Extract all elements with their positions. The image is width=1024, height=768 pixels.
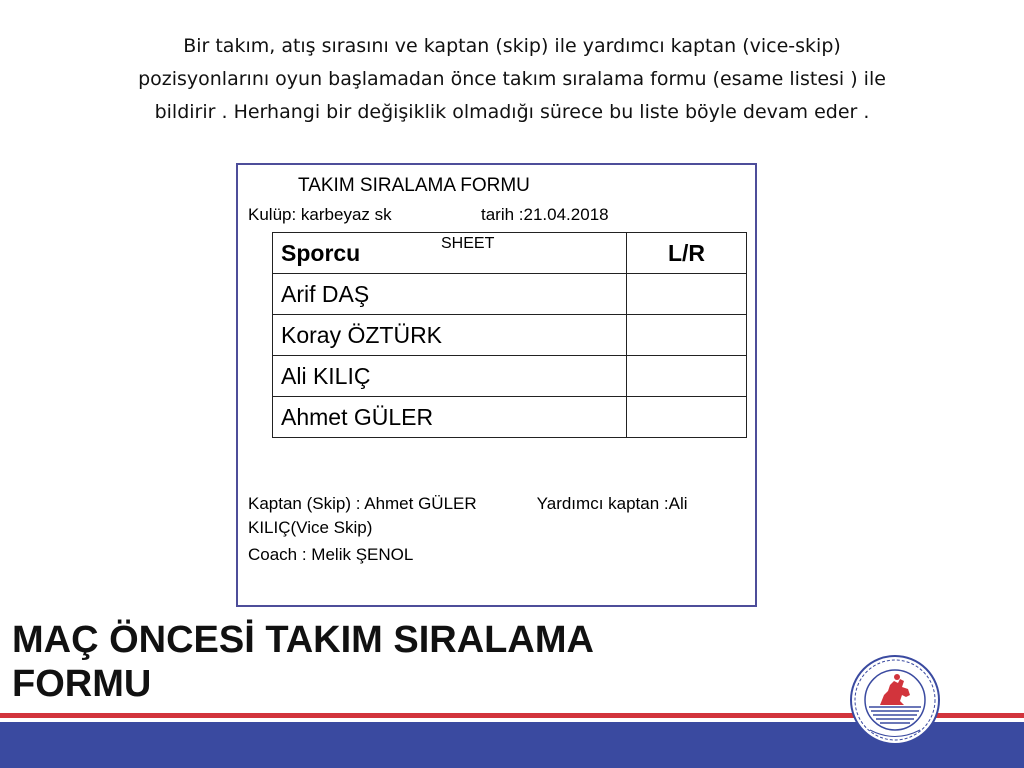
column-header-player: Sporcu (273, 233, 627, 274)
roster-table (272, 232, 747, 438)
slide-title-line: FORMU (12, 663, 152, 705)
intro-line: Bir takım, atış sırasını ve kaptan (skip) ile yardımcı kaptan (vice-skip) (183, 35, 841, 57)
intro-paragraph (60, 30, 964, 129)
lr-cell (627, 356, 747, 397)
table-row (273, 315, 747, 356)
coach-field: Coach : Melik ŞENOL (248, 545, 414, 564)
captain-field: Kaptan (Skip) : Ahmet GÜLER (248, 494, 477, 513)
player-name: Ali KILIÇ (273, 356, 627, 397)
form-title: TAKIM SIRALAMA FORMU (298, 175, 530, 196)
slide-title (12, 618, 712, 706)
player-name: Koray ÖZTÜRK (273, 315, 627, 356)
player-name: Arif DAŞ (273, 274, 627, 315)
table-header-row (273, 233, 747, 274)
date-field: tarih :21.04.2018 (481, 205, 609, 224)
captain-info (248, 492, 748, 540)
table-row (273, 356, 747, 397)
column-header-lr: L/R (627, 233, 747, 274)
slide-title-line: MAÇ ÖNCESİ TAKIM SIRALAMA (12, 619, 594, 661)
player-name: Ahmet GÜLER (273, 397, 627, 438)
table-row (273, 274, 747, 315)
table-row (273, 397, 747, 438)
lr-cell (627, 397, 747, 438)
university-seal-icon (850, 655, 940, 745)
intro-line: bildirir . Herhangi bir değişiklik olmadığı sürece bu liste böyle devam eder . (154, 101, 870, 123)
intro-line: pozisyonlarını oyun başlamadan önce takım sıralama formu (esame listesi ) ile (138, 68, 886, 90)
lineup-form (236, 163, 757, 607)
lr-cell (627, 315, 747, 356)
vice-captain-field: Yardımcı kaptan :Ali KILIÇ(Vice Skip) (248, 494, 688, 537)
lr-cell (627, 274, 747, 315)
club-field: Kulüp: karbeyaz sk (248, 205, 392, 224)
sheet-label: SHEET (441, 235, 495, 252)
